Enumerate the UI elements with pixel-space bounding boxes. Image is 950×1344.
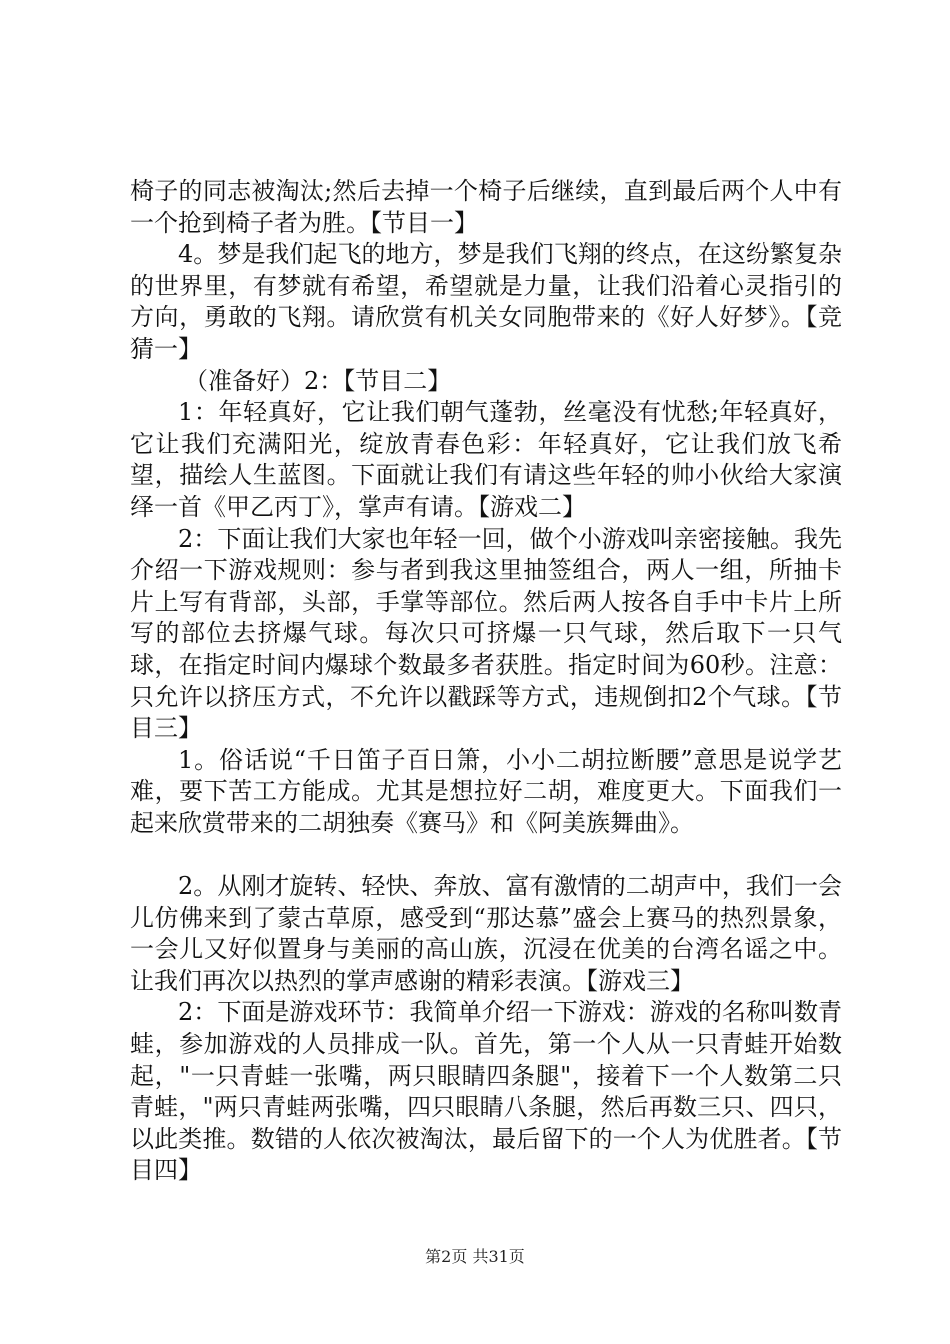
paragraph-4: 1：年轻真好，它让我们朝气蓬勃，丝毫没有忧愁;年轻真好，它让我们充满阳光，绽放青春色彩：年轻真好，它让我们放飞希望，描绘人生蓝图。下面就让我们有请这些年轻的帅小伙给大家演绎一首《甲乙丙丁》，掌声有请。【游戏二】: [130, 398, 842, 521]
paragraph-2: 4。梦是我们起飞的地方，梦是我们飞翔的终点，在这纷繁复杂的世界里，有梦就有希望，希望就是力量，让我们沿着心灵指引的方向，勇敢的飞翔。请欣赏有机关女同胞带来的《好人好梦》。【竞猜一】: [130, 240, 842, 363]
paragraph-8: 2：下面是游戏环节：我简单介绍一下游戏：游戏的名称叫数青蛙，参加游戏的人员排成一队。首先，第一个人从一只青蛙开始数起，"一只青蛙一张嘴，两只眼睛四条腿"，接着下一个人数第二只青蛙，"两只青蛙两张嘴，四只眼睛八条腿，然后再数三只、四只，以此类推。数错的人依次被淘汰，最后留下的一个人为优胜者。【节目四】: [130, 998, 842, 1185]
page-number-footer: 第2页 共31页: [425, 1247, 525, 1266]
paragraph-1: 椅子的同志被淘汰;然后去掉一个椅子后继续，直到最后两个人中有一个抢到椅子者为胜。【节目一】: [130, 177, 842, 237]
paragraph-6: 1。俗话说“千日笛子百日箫，小小二胡拉断腰”意思是说学艺难，要下苦工方能成。尤其是想拉好二胡，难度更大。下面我们一起来欣赏带来的二胡独奏《赛马》和《阿美族舞曲》。: [130, 745, 842, 837]
document-body: [130, 176, 842, 1187]
paragraph-5: 2：下面让我们大家也年轻一回，做个小游戏叫亲密接触。我先介绍一下游戏规则：参与者到我这里抽签组合，两人一组，所抽卡片上写有背部，头部，手掌等部位。然后两人按各自手中卡片上所写的部位去挤爆气球。每次只可挤爆一只气球，然后取下一只气球，在指定时间内爆球个数最多者获胜。指定时间为60秒。注意：只允许以挤压方式，不允许以戳踩等方式，违规倒扣2个气球。【节目三】: [130, 524, 842, 743]
paragraph-7: 2。从刚才旋转、轻快、奔放、富有激情的二胡声中，我们一会儿仿佛来到了蒙古草原，感受到“那达慕”盛会上赛马的热烈景象，一会儿又好似置身与美丽的高山族，沉浸在优美的台湾名谣之中。让我们再次以热烈的掌声感谢的精彩表演。【游戏三】: [130, 872, 842, 995]
paragraph-gap: [130, 839, 842, 871]
paragraph-3: （准备好）2：【节目二】: [184, 366, 452, 395]
